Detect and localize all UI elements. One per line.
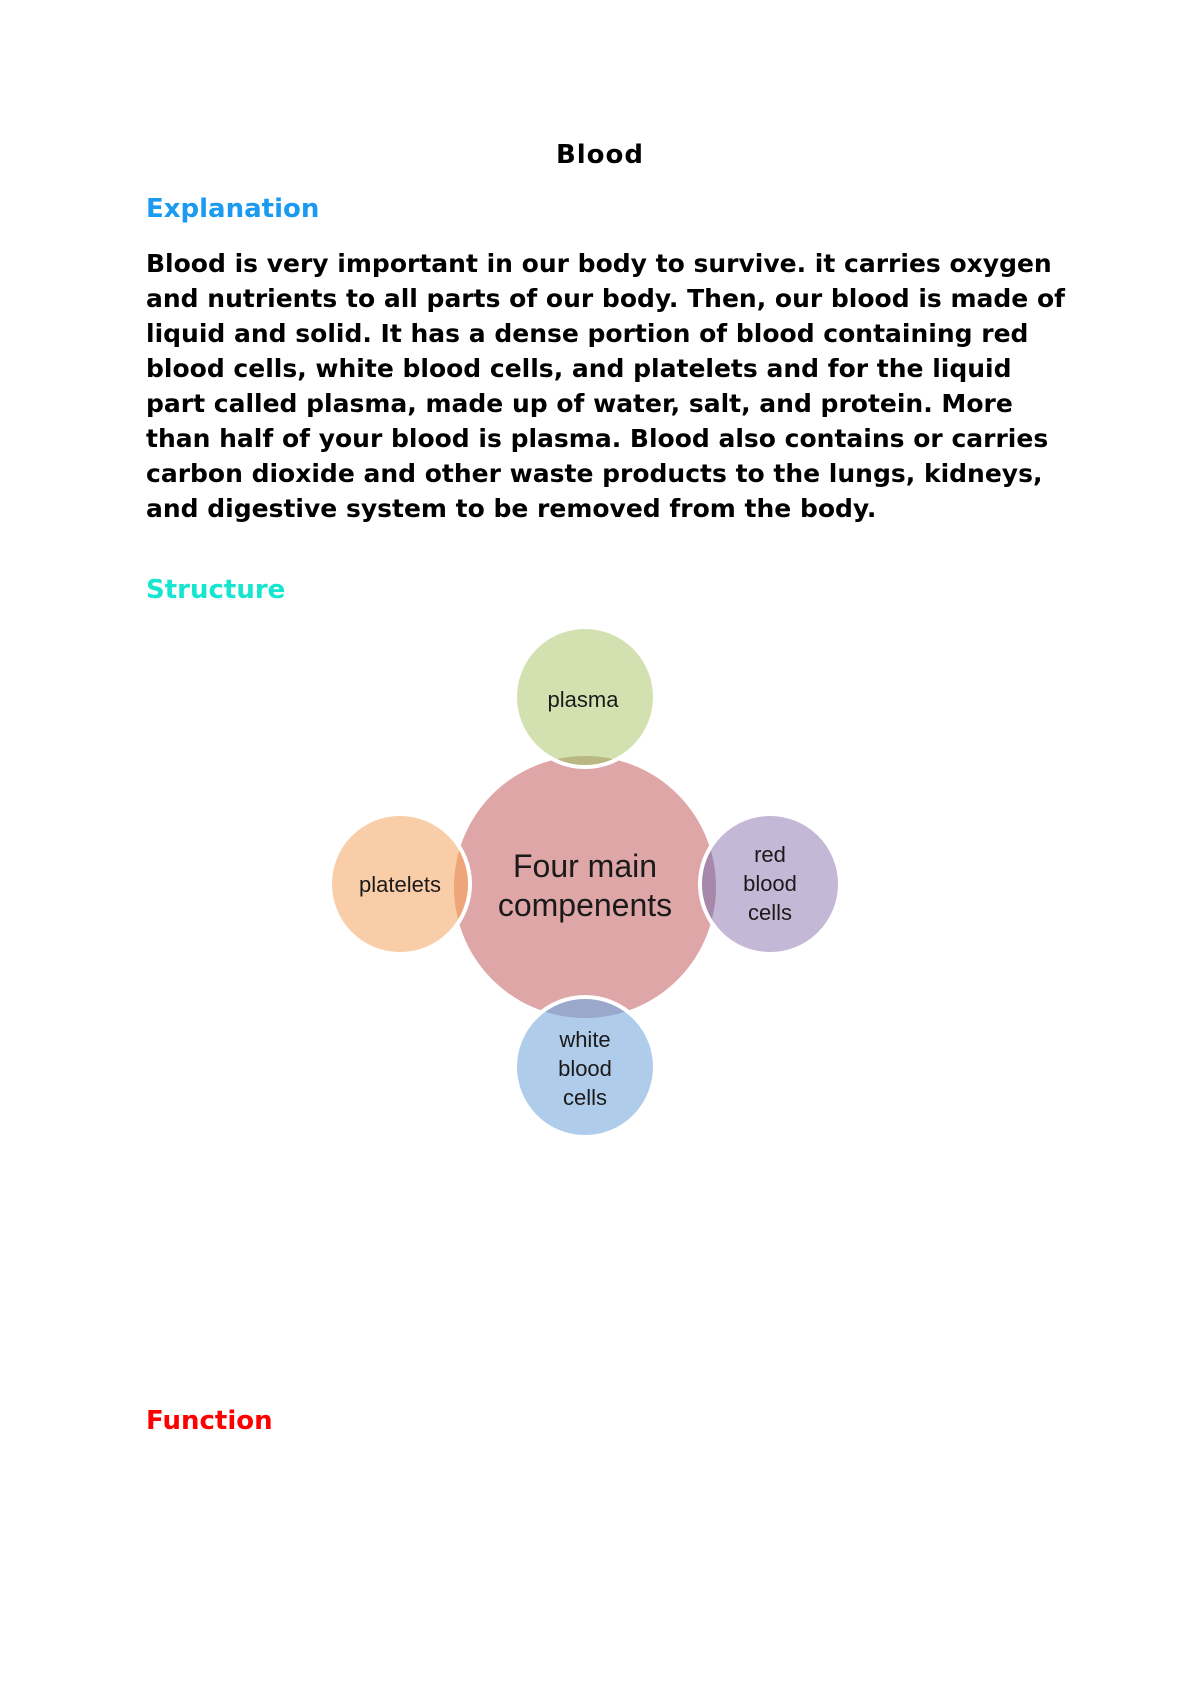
function-heading: Function bbox=[146, 1406, 273, 1436]
center-label-line1: Four main bbox=[512, 848, 658, 884]
red-blood-cells-label-line3: cells bbox=[747, 900, 793, 925]
center-label-line2: compenents bbox=[497, 887, 673, 923]
white-blood-cells-label-line2: blood bbox=[558, 1056, 612, 1081]
explanation-heading: Explanation bbox=[146, 194, 320, 224]
white-blood-cells-label-line3: cells bbox=[562, 1085, 608, 1110]
page-title: Blood bbox=[555, 140, 645, 170]
white-blood-cells-label-line1: white bbox=[559, 1027, 611, 1052]
plasma-label: plasma bbox=[547, 687, 619, 712]
platelets-label: platelets bbox=[359, 872, 441, 897]
red-blood-cells-label-line1: red bbox=[754, 842, 786, 867]
red-blood-cells-label-line2: blood bbox=[743, 871, 797, 896]
explanation-paragraph: Blood is very important in our body to survive. it carries oxygen and nutrients to all parts of our body. Then, our blood is made of liquid and solid. It has a dense portion of blood containing red blood cells, white blood cells, and platelets and for the liquid part called plasma, made up of water, salt, and protein. More than half of your blood is plasma. Blood also contains or carries carbon dioxide and other waste products to the lungs, kidneys, and digestive system to be removed from the body. bbox=[146, 249, 1066, 523]
structure-heading: Structure bbox=[146, 575, 286, 605]
